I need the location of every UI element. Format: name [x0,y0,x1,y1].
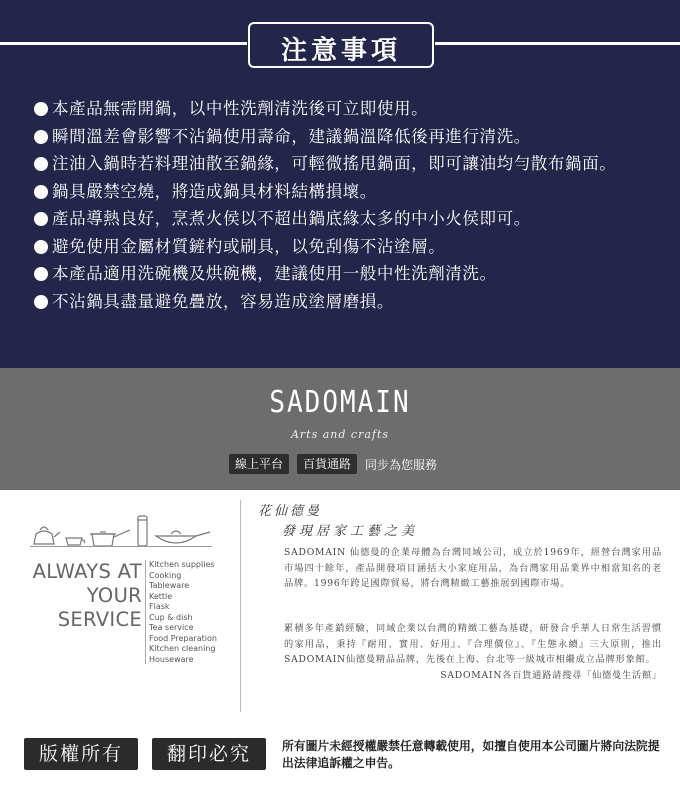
notice-item [34,123,658,151]
icon-baseline [30,546,212,547]
brand-logo: SADOMAIN [269,385,411,421]
bullet-icon [34,185,48,199]
always-at-your-service [30,560,142,632]
brand-tagline: Arts and crafts [290,428,390,441]
notice-list [34,95,658,315]
notice-item [34,205,658,233]
brand-section [0,368,680,490]
notice-item-text: 注油入鍋時若料理油散至鍋緣，可輕微搖甩鍋面，即可讓油均勻散布鍋面。 [52,154,617,173]
notice-item-text: 避免使用金屬材質鏟杓或刷具，以免刮傷不沾塗層。 [52,236,446,256]
kettle-icon [34,527,60,544]
notice-section [0,0,680,368]
category-item: Food Preparation [149,633,217,643]
category-item: Houseware [149,654,194,664]
bullet-icon [34,102,48,116]
brand-story-text: 累積多年產銷經驗，同域企業以台灣的精緻工藝為基礎，研發合乎華人日常生活習慣的家用品，秉持『耐用、實用、好用』、『合理價位』、『生態永續』三大原則，推出SADOMAIN仙德曼精品品牌，先後在上海、台北等一級城市相繼成立品牌形象館。 [284,623,662,665]
always-line1: ALWAYS AT [32,560,142,583]
no-reprint-badge: 翻印必究 [152,738,266,770]
service-section [0,490,680,730]
channel-links [229,454,437,474]
script-subheading: 發現居家工藝之美 [282,524,419,539]
notice-item-text: 瞬間溫差會影響不沾鍋使用壽命，建議鍋溫降低後再進行清洗。 [52,126,531,146]
search-hint: SADOMAIN各百貨通路請搜尋「仙德曼生活館」 [440,669,662,681]
online-platform-link[interactable]: 線上平台 [229,454,289,474]
category-list [149,560,217,665]
bullet-icon [34,157,48,171]
notice-item [34,95,658,123]
cookware-icons [30,510,212,550]
notice-item [34,178,658,206]
wok-icon [156,531,210,543]
bullet-icon [34,130,48,144]
notice-item-text: 本產品適用洗碗機及烘碗機，建議使用一般中性洗劑清洗。 [52,264,497,283]
notice-item [34,260,658,288]
notice-item-text: 不沾鍋具盡量避免疊放，容易造成塗層磨損。 [52,291,394,311]
category-item: Flask [149,602,170,611]
bullet-icon [34,295,48,309]
flask-icon [138,516,147,546]
content-divider [240,500,241,712]
department-store-link[interactable]: 百貨通路 [297,454,357,474]
notice-item [34,150,658,178]
brand-story [284,621,662,683]
notice-item-text: 本產品無需開鍋，以中性洗劑清洗後可立即使用。 [52,99,429,118]
category-item: Cooking [149,570,182,580]
copyright-footer [0,730,680,798]
category-item: Kitchen supplies [149,560,215,569]
script-heading: 花仙德曼 [258,504,323,519]
category-item: Kitchen cleaning [149,644,216,653]
title-rule-left [0,42,247,45]
copyright-badge: 版權所有 [24,738,138,770]
always-line3: SERVICE [57,608,142,631]
notice-title: 注意事項 [280,36,401,66]
always-line2: YOUR [86,584,142,607]
bullet-icon [34,267,48,281]
category-item: Kettle [149,591,173,601]
pot-icon [90,530,130,546]
notice-item-text: 鍋具嚴禁空燒，將造成鍋具材料結構損壞。 [52,181,377,201]
channel-caption: 同步為您服務 [365,457,438,472]
category-item: Cup & dish [149,612,193,622]
notice-item-text: 產品導熱良好，烹煮火侯以不超出鍋底緣太多的中小火侯即可。 [52,209,531,228]
bullet-icon [34,240,48,254]
notice-item [34,288,658,316]
cup-icon [66,538,85,545]
legal-notice: 所有圖片未經授權嚴禁任意轉載使用，如擅自使用本公司圖片將向法院提出法律追訴權之申告。 [282,739,660,770]
category-item: Tableware [149,581,190,590]
company-intro: SADOMAIN 仙德曼的企業母體為台灣同域公司，成立於1969年，經營台灣家用品市場四十餘年，產品開發項目涵括大小家庭用品，為台灣家用品業界中相當知名的老品牌。1996年跨足國際貿易，將台灣精緻工藝推展到國際市場。 [284,547,662,589]
service-divider [145,560,146,664]
notice-title-box [248,22,434,68]
category-item: Tea service [149,623,194,632]
notice-item [34,233,658,261]
bullet-icon [34,212,48,226]
title-rule-right [435,42,680,45]
